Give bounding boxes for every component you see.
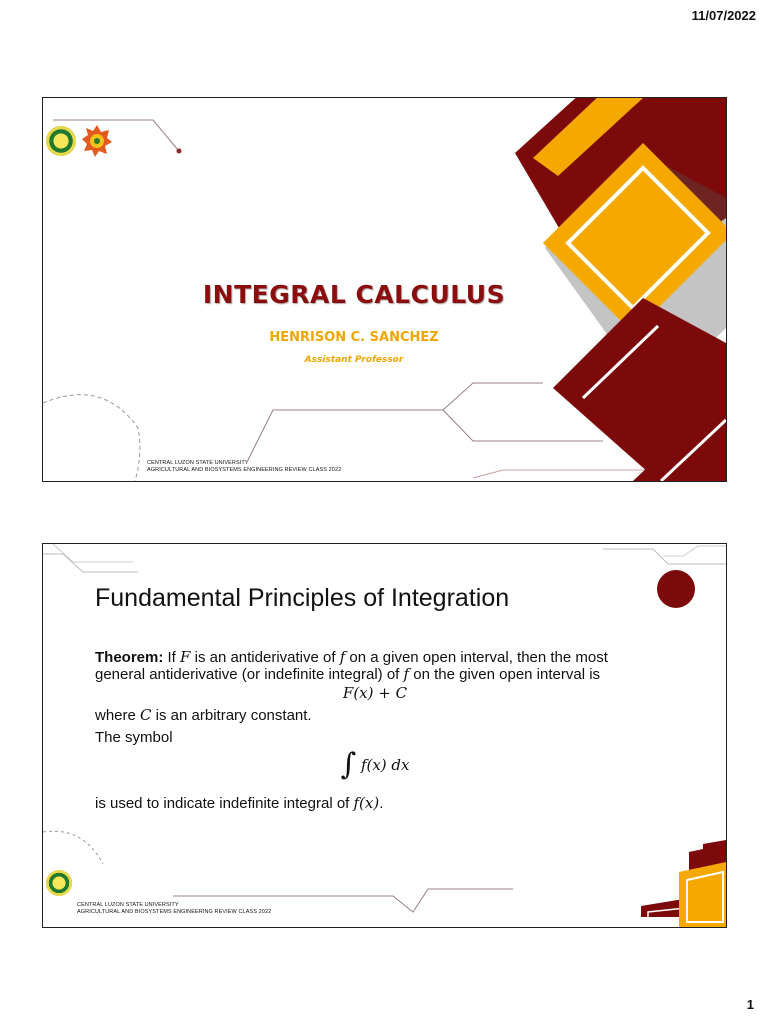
math-variable: f (339, 648, 346, 666)
slide-footer (77, 902, 271, 916)
math-variable: F (180, 648, 191, 666)
theorem-label: Theorem: (95, 649, 164, 666)
title-slide (42, 97, 727, 482)
university-seal-logo (46, 870, 72, 896)
theorem-text: is an antiderivative of (190, 649, 340, 666)
footer-program: AGRICULTURAL AND BIOSYSTEMS ENGINEERING REVIEW CLASS 2022 (147, 467, 342, 473)
presentation-title: INTEGRAL CALCULUS (202, 280, 506, 309)
footer-program: AGRICULTURAL AND BIOSYSTEMS ENGINEERING REVIEW CLASS 2022 (77, 909, 272, 915)
where-text: is an arbitrary constant. (151, 707, 312, 724)
slide-body (95, 649, 655, 812)
slide-title: Fundamental Principles of Integration (95, 584, 510, 612)
usage-line (95, 795, 655, 812)
college-logo (81, 124, 113, 158)
where-line (95, 707, 655, 724)
content-slide (42, 543, 727, 928)
page-number: 1 (746, 997, 754, 1012)
usage-text: is used to indicate indefinite integral of (95, 795, 354, 812)
math-variable: f (403, 665, 410, 683)
integral-expression (95, 747, 655, 782)
theorem-paragraph (95, 649, 655, 683)
theorem-text: If (163, 649, 181, 666)
integrand: f(x) dx (360, 756, 410, 774)
university-seal-logo (46, 126, 76, 156)
slide-footer (147, 460, 341, 474)
footer-university: CENTRAL LUZON STATE UNIVERSITY (77, 902, 179, 908)
antiderivative-formula: F(x) + C (342, 684, 408, 702)
usage-text: . (379, 795, 384, 812)
math-variable: C (140, 706, 152, 724)
where-text: where (95, 707, 141, 724)
presenter-name: HENRISON C. SANCHEZ (269, 330, 439, 345)
math-expression: f(x) (353, 794, 380, 812)
symbol-line: The symbol (95, 729, 173, 746)
footer-university: CENTRAL LUZON STATE UNIVERSITY (147, 460, 249, 466)
page-date: 11/07/2022 (691, 8, 756, 23)
integral-sign: ∫ (340, 747, 357, 782)
theorem-text: on the given open interval is (409, 666, 601, 683)
presenter-position: Assistant Professor (304, 355, 404, 365)
theorem-text: on a given open interval, then the most general antiderivative (or indefinite integral) of (95, 649, 608, 683)
